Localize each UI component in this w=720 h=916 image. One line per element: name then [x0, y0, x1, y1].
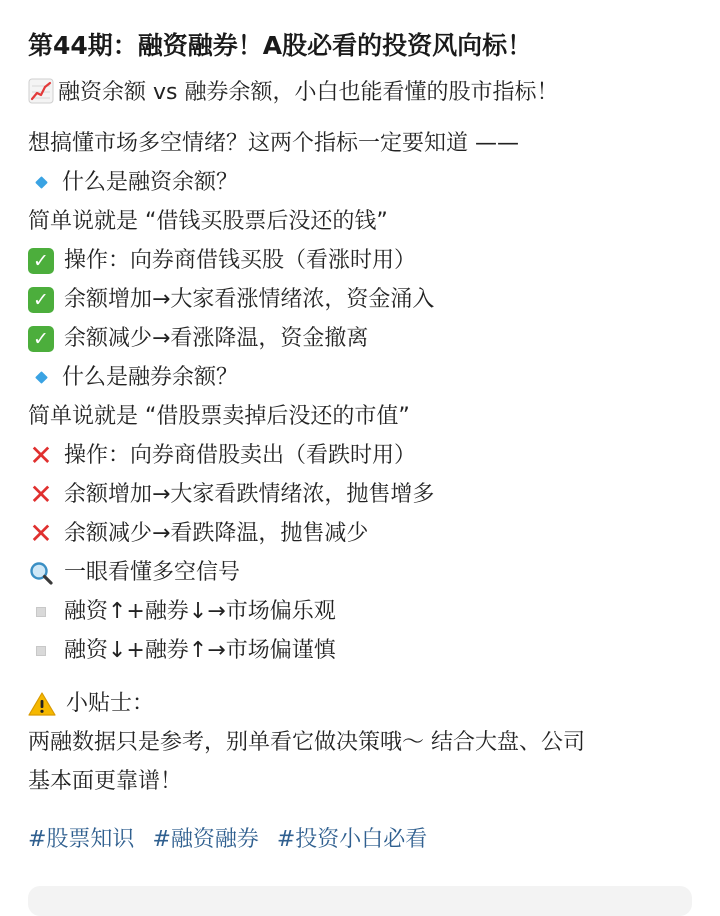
hashtag-margin-trading[interactable]: #融资融券	[152, 827, 259, 852]
cross-mark-icon: ✕	[29, 438, 53, 472]
list-item-text: 融资↓+融券↑→市场偏谨慎	[64, 638, 336, 663]
list-item-text: 余额增加→大家看涨情绪浓，资金涌入	[64, 287, 435, 312]
magnifier-icon	[28, 560, 54, 586]
list-item	[28, 514, 698, 553]
post-subtitle: 融资余额 vs 融券余额，小白也能看懂的股市指标！	[58, 80, 559, 105]
section-heading-text: 什么是融券余额？	[62, 365, 239, 390]
white-square-icon	[34, 644, 48, 658]
hashtag-stock-knowledge[interactable]: #股票知识	[28, 827, 135, 852]
post-body	[28, 124, 698, 801]
list-item	[28, 475, 698, 514]
tip-heading	[28, 684, 698, 723]
list-item	[28, 631, 698, 670]
hashtag-beginner-investing[interactable]: #投资小白必看	[276, 827, 428, 852]
tip-title: 小贴士：	[66, 691, 155, 716]
section-heading-margin-balance	[28, 163, 698, 202]
cross-mark-icon: ✕	[29, 516, 53, 550]
section-heading-text: 一眼看懂多空信号	[64, 560, 241, 585]
list-item	[28, 241, 698, 280]
hashtag-list	[28, 823, 698, 857]
definition-line	[28, 397, 698, 436]
next-card-preview	[28, 886, 692, 916]
spacer	[28, 670, 698, 684]
section-heading-short-balance	[28, 358, 698, 397]
warning-icon	[28, 691, 56, 717]
section-heading-signals	[28, 553, 698, 592]
section-heading-text: 什么是融资余额？	[62, 170, 239, 195]
intro-line	[28, 124, 698, 163]
post-content	[28, 26, 698, 857]
list-item	[28, 319, 698, 358]
list-item-text: 余额减少→看跌降温，抛售减少	[64, 521, 369, 546]
check-mark-icon: ✓	[28, 248, 54, 274]
check-mark-icon: ✓	[28, 326, 54, 352]
post-subtitle-row	[28, 76, 698, 110]
tip-line	[28, 723, 698, 762]
check-mark-icon: ✓	[28, 287, 54, 313]
intro-text: 想搞懂市场多空情绪？这两个指标一定要知道 ——	[28, 131, 519, 156]
list-item	[28, 592, 698, 631]
list-item-text: 操作：向券商借钱买股（看涨时用）	[64, 248, 417, 273]
list-item-text: 余额增加→大家看跌情绪浓，抛售增多	[64, 482, 435, 507]
cross-mark-icon: ✕	[29, 477, 53, 511]
tip-text: 两融数据只是参考，别单看它做决策哦～ 结合大盘、公司	[28, 730, 585, 755]
definition-text: 简单说就是 “借钱买股票后没还的钱”	[28, 209, 388, 234]
list-item	[28, 280, 698, 319]
tip-line	[28, 762, 698, 801]
post-title: 第44期：融资融券！A股必看的投资风向标！	[28, 31, 533, 60]
chart-increasing-icon	[28, 78, 54, 104]
blue-diamond-icon	[34, 371, 48, 385]
tip-text: 基本面更靠谱！	[28, 769, 183, 794]
definition-line	[28, 202, 698, 241]
list-item-text: 融资↑+融券↓→市场偏乐观	[64, 599, 336, 624]
list-item	[28, 436, 698, 475]
list-item-text: 余额减少→看涨降温，资金撤离	[64, 326, 369, 351]
white-square-icon	[34, 605, 48, 619]
definition-text: 简单说就是 “借股票卖掉后没还的市值”	[28, 404, 410, 429]
list-item-text: 操作：向券商借股卖出（看跌时用）	[64, 443, 417, 468]
blue-diamond-icon	[34, 176, 48, 190]
